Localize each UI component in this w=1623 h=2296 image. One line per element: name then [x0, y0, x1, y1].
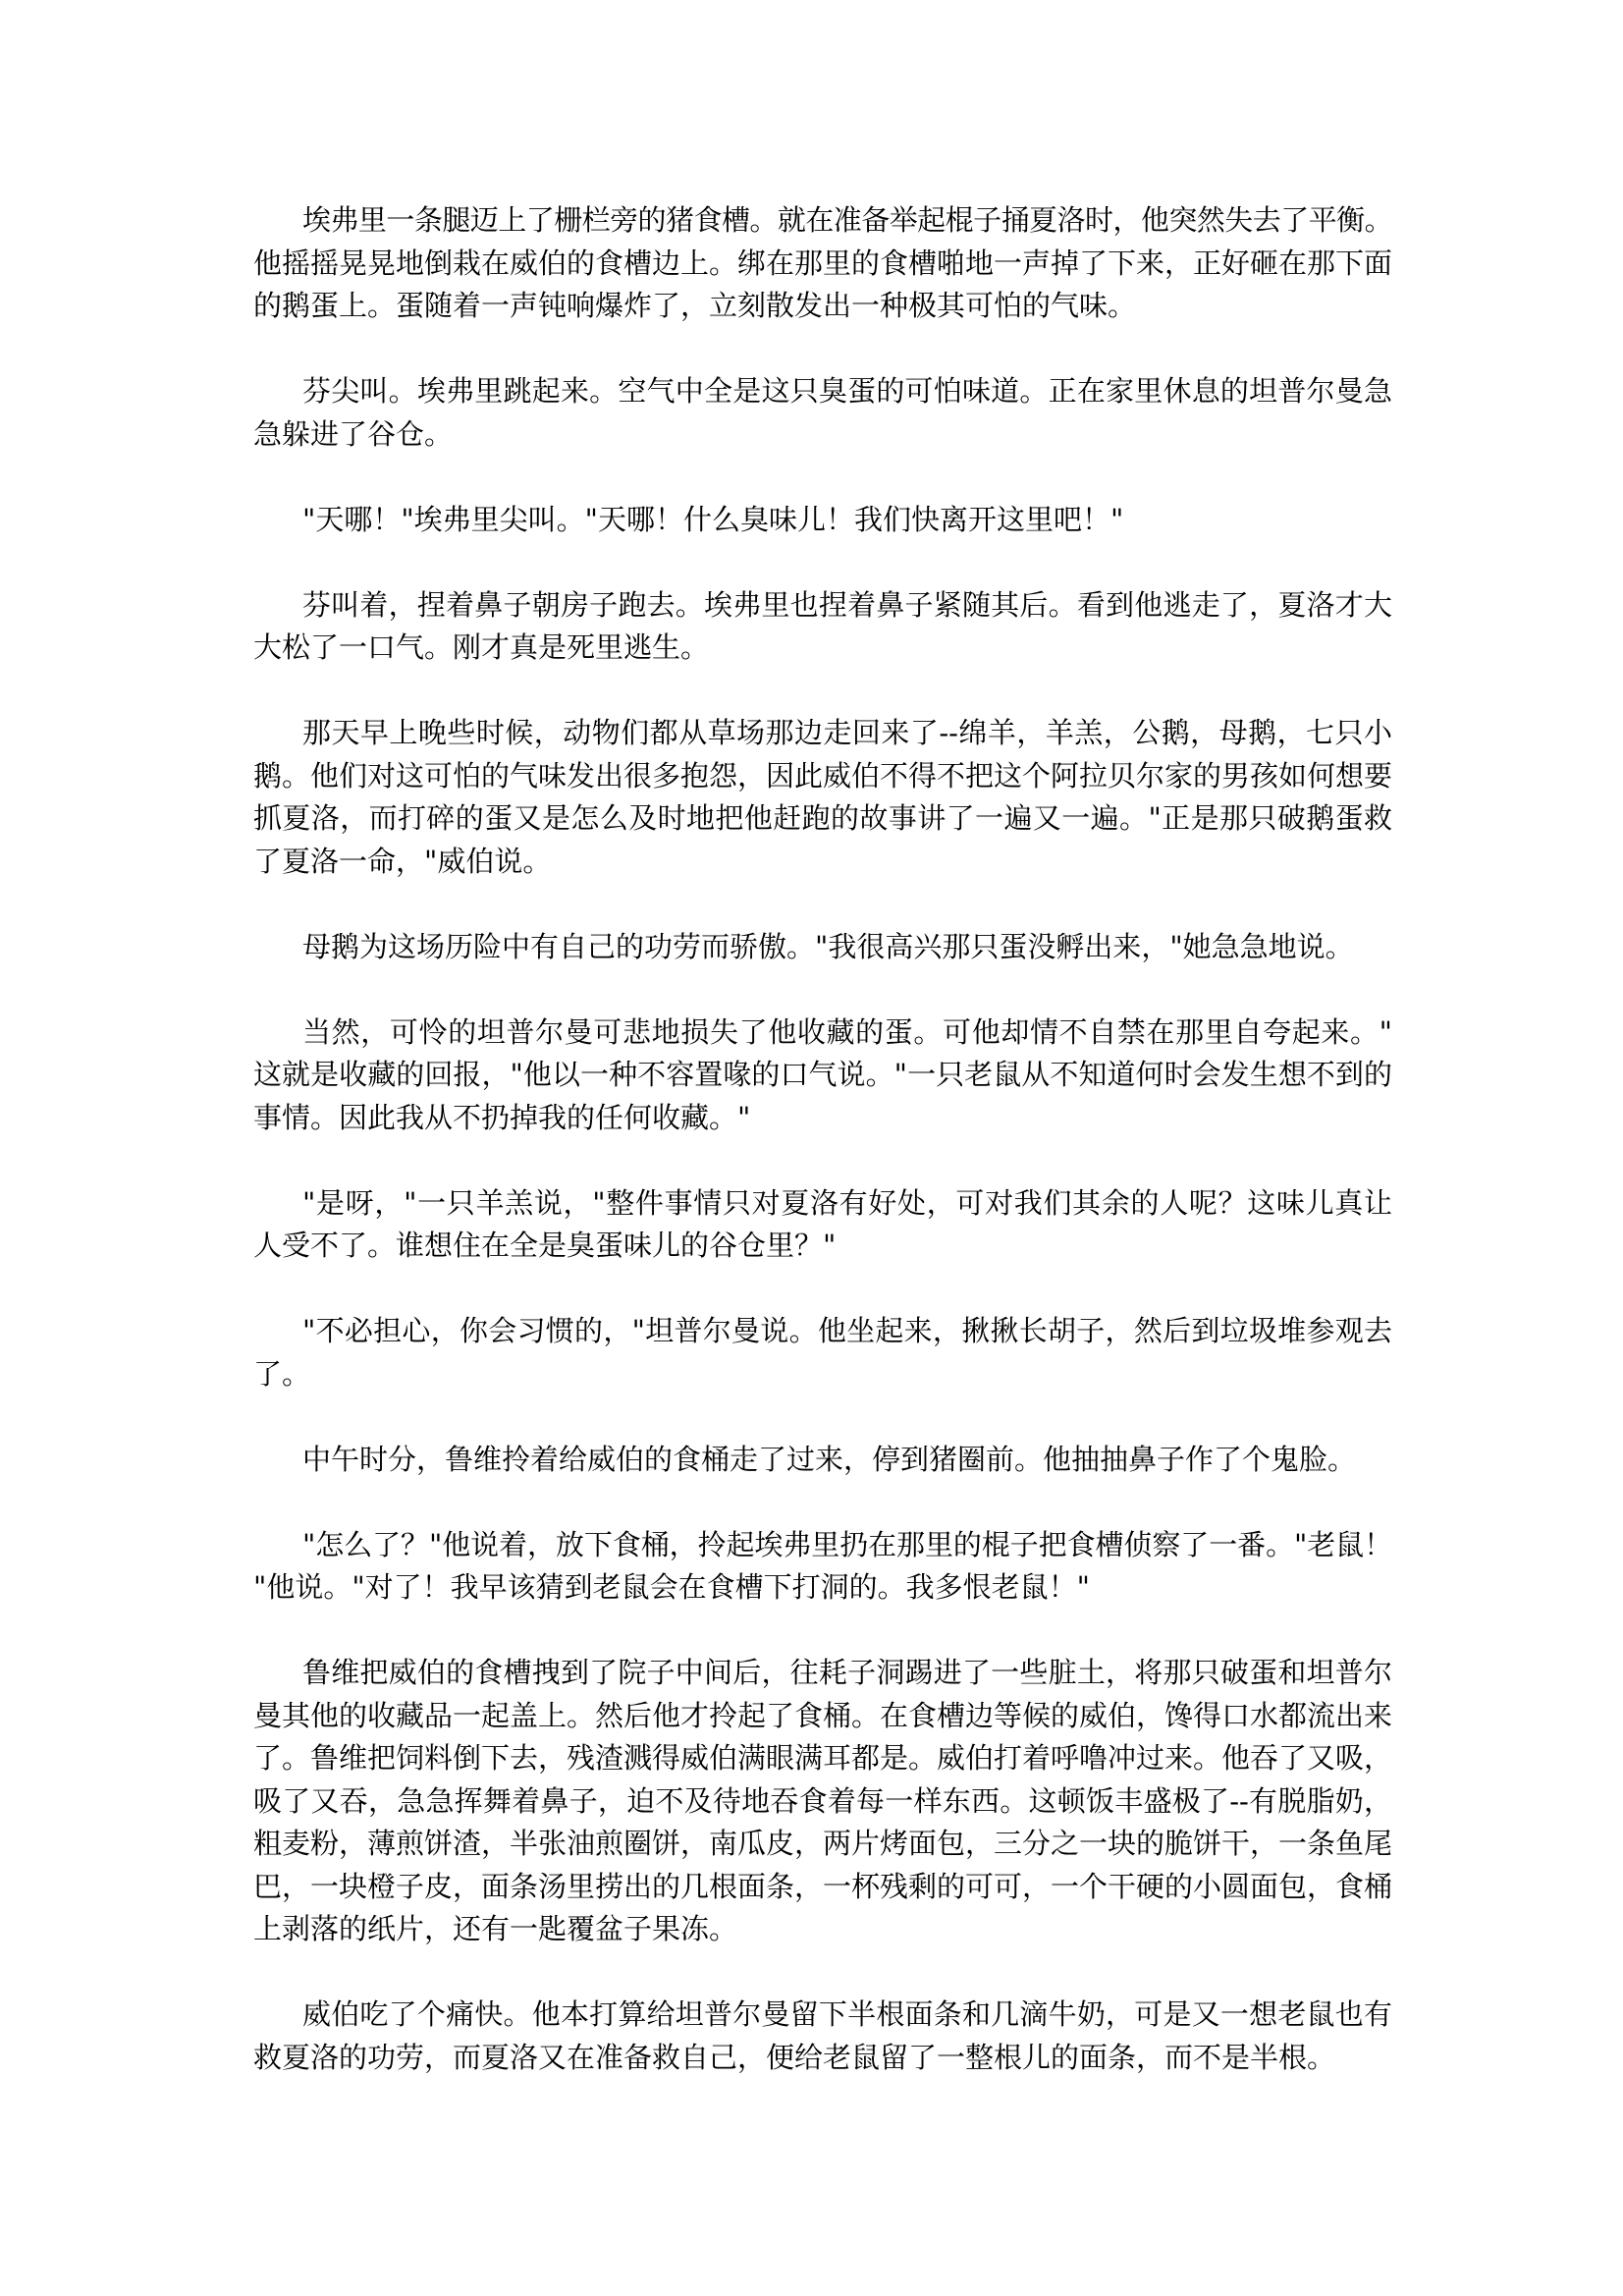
text-line: 威伯吃了个痛快。他本打算给坦普尔曼留下半根面条和几滴牛奶，可是又一想老鼠也有: [302, 1997, 1392, 2031]
text-line: 上剥落的纸片，还有一匙覆盆子果冻。: [253, 1912, 738, 1945]
text-line: 芬叫着，捏着鼻子朝房子跑去。埃弗里也捏着鼻子紧随其后。看到他逃走了，夏洛才大: [302, 587, 1392, 622]
paragraph-11: [253, 1524, 1392, 1610]
paragraph-12: [253, 1652, 1392, 1951]
text-line: 这就是收藏的回报，"他以一种不容置喙的口气说。"一只老鼠从不知道何时会发生想不到的: [253, 1058, 1392, 1091]
text-line: 芬尖叫。埃弗里跳起来。空气中全是这只臭蛋的可怕味道。正在家里休息的坦普尔曼急: [302, 374, 1392, 408]
text-line: 母鹅为这场历险中有自己的功劳而骄傲。"我很高兴那只蛋没孵出来，"她急急地说。: [302, 929, 1354, 963]
text-line: 巴，一块橙子皮，面条汤里捞出的几根面条，一杯残剩的可可，一个干硬的小圆面包，食桶: [253, 1869, 1393, 1903]
paragraph-4: [253, 584, 1392, 670]
text-line: "是呀，"一只羊羔说，"整件事情只对夏洛有好处，可对我们其余的人呢？这味儿真让: [302, 1185, 1392, 1220]
paragraph-13: [253, 1994, 1392, 2079]
paragraph-7: [253, 1011, 1392, 1140]
text-line: 人受不了。谁想住在全是臭蛋味儿的谷仓里？": [253, 1229, 837, 1262]
text-line: "他说。"对了！我早该猜到老鼠会在食槽下打洞的。我多恨老鼠！": [253, 1570, 1091, 1604]
text-line: "怎么了？"他说着，放下食桶，拎起埃弗里扔在那里的棍子把食槽侦察了一番。"老鼠！: [302, 1527, 1392, 1561]
text-line: 抓夏洛，而打碎的蛋又是怎么及时地把他赶跑的故事讲了一遍又一遍。"正是那只破鹅蛋救: [253, 801, 1392, 835]
text-line: 急躲进了谷仓。: [253, 416, 454, 451]
text-line: 了。鲁维把饲料倒下去，残渣溅得威伯满眼满耳都是。威伯打着呼噜冲过来。他吞了又吸，: [253, 1741, 1393, 1775]
text-line: 那天早上晚些时候，动物们都从草场那边走回来了--绵羊，羊羔，公鹅，母鹅，七只小: [302, 716, 1392, 749]
paragraph-5: [253, 712, 1392, 883]
text-line: 粗麦粉，薄煎饼渣，半张油煎圈饼，南瓜皮，两片烤面包，三分之一块的脆饼干，一条鱼尾: [253, 1827, 1393, 1860]
text-line: 了。: [253, 1356, 311, 1391]
text-line: 吸了又吞，急急挥舞着鼻子，迫不及待地吞食着每一样东西。这顿饭丰盛极了--有脱脂奶，: [253, 1783, 1392, 1818]
text-line: 鹅。他们对这可怕的气味发出很多抱怨，因此威伯不得不把这个阿拉贝尔家的男孩如何想要: [253, 758, 1393, 793]
document-body: [253, 199, 1392, 2079]
text-line: 救夏洛的功劳，而夏洛又在准备救自己，便给老鼠留了一整根儿的面条，而不是半根。: [253, 2040, 1336, 2074]
text-line: 曼其他的收藏品一起盖上。然后他才拎起了食桶。在食槽边等候的威伯，馋得口水都流出来: [253, 1698, 1393, 1732]
text-line: 大松了一口气。刚才真是死里逃生。: [253, 630, 710, 664]
text-line: 中午时分，鲁维拎着给威伯的食桶走了过来，停到猪圈前。他抽抽鼻子作了个鬼脸。: [302, 1442, 1357, 1476]
text-line: 的鹅蛋上。蛋随着一声钝响爆炸了，立刻散发出一种极其可怕的气味。: [253, 289, 1137, 322]
paragraph-10: [253, 1439, 1392, 1482]
text-line: 事情。因此我从不扔掉我的任何收藏。": [253, 1100, 751, 1134]
paragraph-8: [253, 1182, 1392, 1268]
paragraph-1: [253, 199, 1392, 328]
text-line: "天哪！"埃弗里尖叫。"天哪！什么臭味儿！我们快离开这里吧！": [302, 502, 1124, 536]
text-line: 当然，可怜的坦普尔曼可悲地损失了他收藏的蛋。可他却情不自禁在那里自夸起来。": [302, 1014, 1392, 1049]
paragraph-6: [253, 926, 1392, 969]
paragraph-9: [253, 1310, 1392, 1395]
text-line: 鲁维把威伯的食槽拽到了院子中间后，往耗子洞踢进了一些脏土，将那只破蛋和坦普尔: [302, 1656, 1392, 1689]
text-line: 埃弗里一条腿迈上了栅栏旁的猪食槽。就在准备举起棍子捅夏洛时，他突然失去了平衡。: [302, 203, 1392, 237]
text-line: 他摇摇晃晃地倒栽在威伯的食槽边上。绑在那里的食槽啪地一声掉了下来，正好砸在那下面: [253, 246, 1393, 280]
paragraph-2: [253, 370, 1392, 456]
paragraph-3: [253, 499, 1392, 542]
text-line: 了夏洛一命，"威伯说。: [253, 844, 552, 878]
text-line: "不必担心，你会习惯的，"坦普尔曼说。他坐起来，揪揪长胡子，然后到垃圾堆参观去: [302, 1314, 1392, 1347]
